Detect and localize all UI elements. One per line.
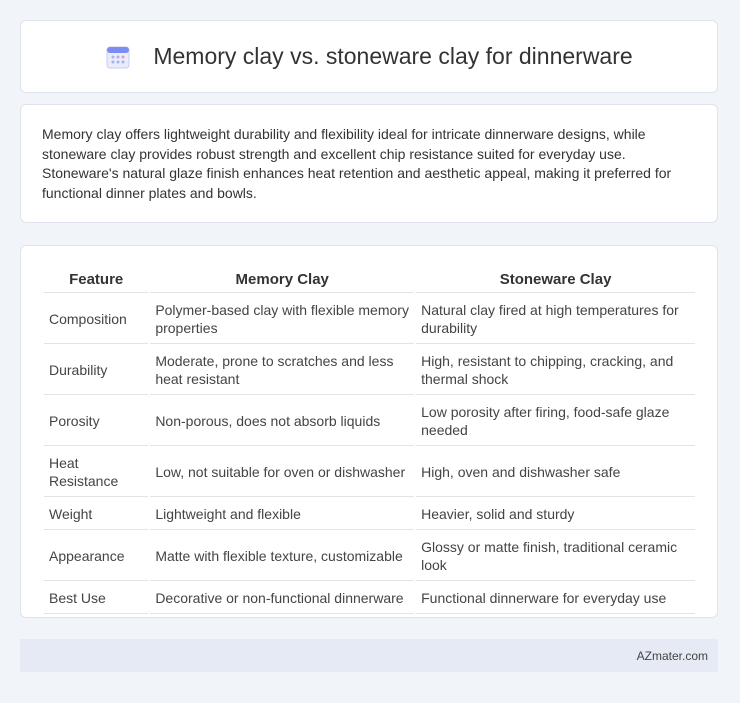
feature-cell: Appearance <box>44 532 148 581</box>
intro-text: Memory clay offers lightweight durability and flexibility ideal for intricate dinnerware designs, while stoneware clay provides robust strength and excellent chip resistance suited for everyday use. Stoneware's natural glaze finish enhances heat retention and aesthetic appeal, making it preferred for functional dinner plates and bowls. <box>42 126 672 201</box>
intro-card <box>20 104 718 223</box>
feature-cell: Best Use <box>44 583 148 614</box>
feature-cell: Heat Resistance <box>44 448 148 497</box>
footer <box>20 639 718 672</box>
memory-clay-cell: Decorative or non-functional dinnerware <box>150 583 414 614</box>
table-header-row <box>44 266 695 293</box>
feature-cell: Weight <box>44 499 148 530</box>
table-row <box>44 583 695 614</box>
stoneware-clay-cell: Glossy or matte finish, traditional ceramic look <box>416 532 695 581</box>
feature-cell: Porosity <box>44 397 148 446</box>
memory-clay-cell: Lightweight and flexible <box>150 499 414 530</box>
stoneware-clay-cell: Functional dinnerware for everyday use <box>416 583 695 614</box>
table-row <box>44 397 695 446</box>
memory-clay-cell: Moderate, prone to scratches and less heat resistant <box>150 346 414 395</box>
stoneware-clay-cell: Low porosity after firing, food-safe glaze needed <box>416 397 695 446</box>
stoneware-clay-cell: High, oven and dishwasher safe <box>416 448 695 497</box>
memory-clay-cell: Matte with flexible texture, customizable <box>150 532 414 581</box>
memory-clay-cell: Non-porous, does not absorb liquids <box>150 397 414 446</box>
memory-clay-cell: Low, not suitable for oven or dishwasher <box>150 448 414 497</box>
header-stoneware-clay: Stoneware Clay <box>416 266 695 293</box>
comparison-table <box>42 264 697 616</box>
stoneware-clay-cell: High, resistant to chipping, cracking, and thermal shock <box>416 346 695 395</box>
page-title: Memory clay vs. stoneware clay for dinnerware <box>153 43 633 69</box>
table-row <box>44 346 695 395</box>
feature-cell: Durability <box>44 346 148 395</box>
table-row <box>44 295 695 344</box>
table-card <box>20 245 718 618</box>
header-feature: Feature <box>44 266 148 293</box>
table-row <box>44 448 695 497</box>
stoneware-clay-cell: Heavier, solid and sturdy <box>416 499 695 530</box>
calendar-icon <box>105 44 131 70</box>
memory-clay-cell: Polymer-based clay with flexible memory properties <box>150 295 414 344</box>
feature-cell: Composition <box>44 295 148 344</box>
footer-site-link[interactable]: AZmater.com <box>636 648 708 663</box>
title-card <box>20 20 718 93</box>
header-memory-clay: Memory Clay <box>150 266 414 293</box>
table-row <box>44 532 695 581</box>
stoneware-clay-cell: Natural clay fired at high temperatures for durability <box>416 295 695 344</box>
table-row <box>44 499 695 530</box>
